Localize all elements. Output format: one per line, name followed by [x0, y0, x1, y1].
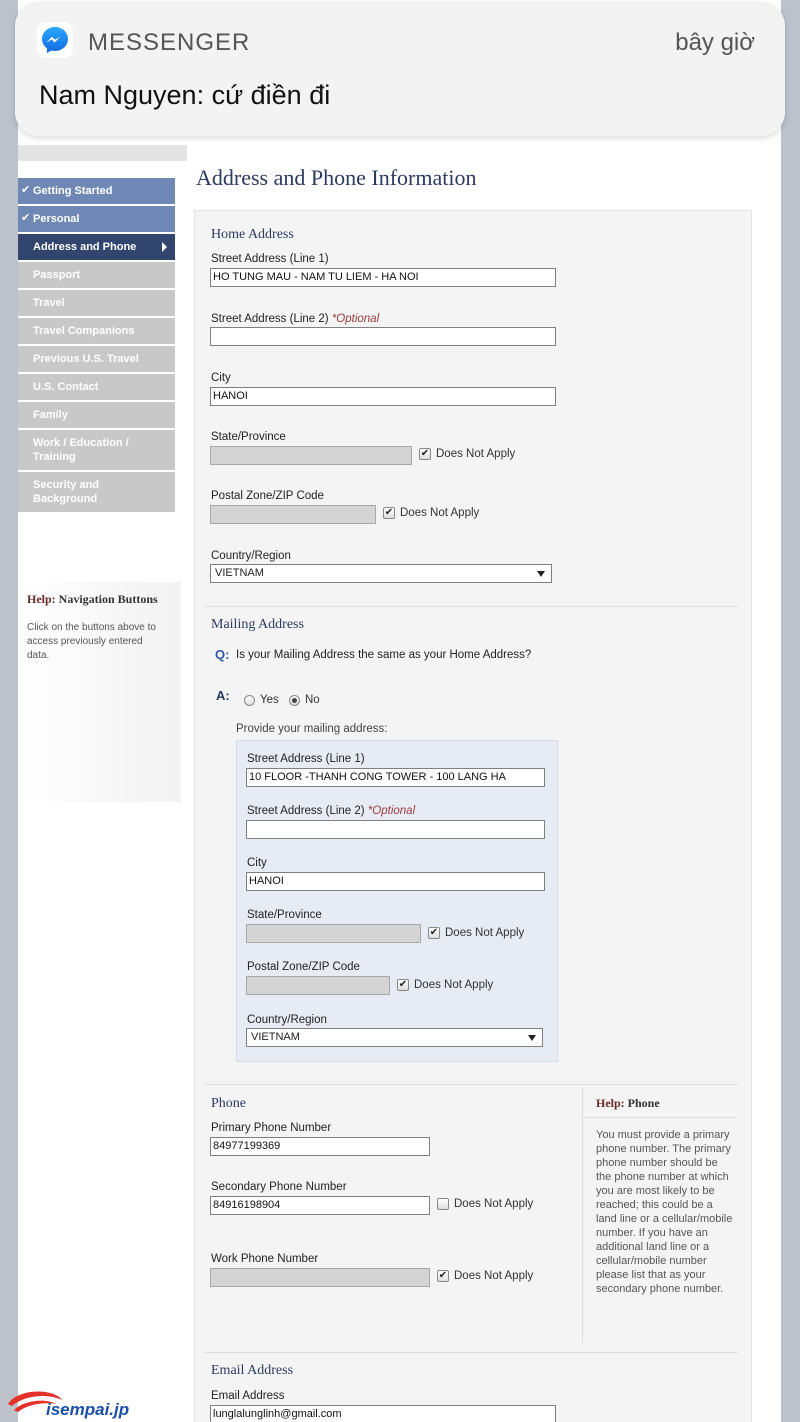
messenger-icon [37, 22, 73, 58]
nav-item-label: Work / Education / Training [33, 437, 129, 463]
help-prefix: Help: [27, 592, 56, 606]
email-title: Email Address [211, 1363, 294, 1378]
provide-mailing-label: Provide your mailing address: [236, 723, 388, 735]
home-postal-label: Postal Zone/ZIP Code [211, 490, 324, 502]
messenger-notification[interactable] [15, 2, 785, 136]
radio-label: No [305, 694, 320, 706]
home-address-title: Home Address [211, 227, 294, 242]
notification-time: bây giờ [675, 29, 755, 56]
mail-city-input[interactable]: HANOI [246, 872, 545, 891]
notification-app-name: MESSENGER [88, 29, 251, 56]
home-state-input[interactable] [210, 446, 412, 465]
nav-item-work-education[interactable] [18, 430, 175, 470]
nav-item-family[interactable] [18, 402, 175, 428]
radio-no[interactable] [289, 694, 320, 706]
nav-item-label: Family [33, 409, 68, 421]
nav-item-passport[interactable] [18, 262, 175, 288]
home-street1-label: Street Address (Line 1) [211, 253, 329, 265]
home-state-does-not-apply[interactable] [419, 448, 515, 460]
checkbox-label: Does Not Apply [400, 507, 480, 519]
home-country-label: Country/Region [211, 550, 291, 562]
nav-item-label: Address and Phone [33, 241, 137, 253]
nav-item-label: Getting Started [33, 185, 113, 197]
question-marker: Q: [215, 647, 230, 662]
home-city-input[interactable]: HANOI [210, 387, 556, 406]
mail-country-select[interactable] [246, 1028, 543, 1047]
work-phone-label: Work Phone Number [211, 1253, 319, 1265]
mail-country-label: Country/Region [247, 1014, 327, 1026]
select-value: VIETNAM [215, 567, 264, 579]
mail-postal-label: Postal Zone/ZIP Code [247, 961, 360, 973]
navigation-help-text: Click on the buttons above to access previously entered data. [27, 622, 156, 661]
phone-help-text: You must provide a primary phone number. The primary phone number should be the phone number at which you are most likely to be reached; this could be a land line or a cellular/mobile number. If you have an additional land line or a cellular/mobile number please list that as your secondary phone number. [596, 1129, 733, 1295]
primary-phone-label: Primary Phone Number [211, 1122, 332, 1134]
watermark-text: isempai.jp [46, 1400, 130, 1419]
mail-street2-label-text: Street Address (Line 2) [247, 805, 365, 817]
phone-help [582, 1088, 737, 1343]
mail-state-label: State/Province [247, 909, 322, 921]
primary-phone-input[interactable]: 84977199369 [210, 1137, 430, 1156]
mailing-question: Is your Mailing Address the same as your Home Address? [236, 649, 532, 661]
home-city-label: City [211, 372, 231, 384]
radio-yes[interactable] [244, 694, 279, 706]
secondary-phone-label: Secondary Phone Number [211, 1181, 347, 1193]
answer-marker: A: [216, 688, 230, 703]
home-street2-label-text: Street Address (Line 2) [211, 313, 329, 325]
optional-marker: *Optional [331, 313, 380, 325]
optional-marker: *Optional [367, 805, 416, 817]
mail-street1-input[interactable]: 10 FLOOR -THANH CONG TOWER - 100 LANG HA [246, 768, 545, 787]
select-value: VIETNAM [251, 1031, 300, 1043]
home-country-select[interactable] [210, 564, 552, 583]
phone-title: Phone [211, 1096, 246, 1111]
home-street2-input[interactable] [210, 327, 556, 346]
arrow-right-icon [162, 242, 167, 252]
mail-city-label: City [247, 857, 267, 869]
notification-message: Nam Nguyen: cứ điền đi [39, 80, 331, 110]
side-navigation [18, 178, 175, 514]
mail-postal-does-not-apply[interactable] [397, 979, 493, 991]
mail-street1-label: Street Address (Line 1) [247, 753, 365, 765]
email-input[interactable]: lunglalunglinh@gmail.com [210, 1405, 556, 1422]
checkbox-label: Does Not Apply [445, 927, 525, 939]
home-street2-label [211, 313, 379, 325]
nav-item-label: Previous U.S. Travel [33, 353, 139, 365]
nav-item-label: Personal [33, 213, 80, 225]
nav-top-strip [18, 145, 187, 161]
help-title-text: Phone [627, 1096, 660, 1110]
mail-postal-input[interactable] [246, 976, 390, 995]
work-phone-does-not-apply[interactable] [437, 1270, 533, 1282]
checkbox-checked-icon[interactable]: ✔ [398, 979, 408, 990]
radio-label: Yes [260, 694, 279, 706]
nav-item-travel-companions[interactable] [18, 318, 175, 344]
work-phone-input[interactable] [210, 1268, 430, 1287]
nav-item-label: U.S. Contact [33, 381, 99, 393]
section-divider [205, 606, 738, 607]
navigation-help [18, 582, 181, 802]
watermark-logo [4, 1386, 134, 1422]
email-label: Email Address [211, 1390, 285, 1402]
radio-selected-icon[interactable] [289, 695, 300, 706]
secondary-phone-input[interactable]: 84916198904 [210, 1196, 430, 1215]
home-postal-does-not-apply[interactable] [383, 507, 479, 519]
navigation-help-title [27, 592, 181, 607]
checkbox-checked-icon[interactable]: ✔ [420, 448, 430, 459]
help-divider [583, 1117, 737, 1118]
nav-item-us-contact[interactable] [18, 374, 175, 400]
checkbox-label: Does Not Apply [436, 448, 516, 460]
mail-state-input[interactable] [246, 924, 421, 943]
nav-item-travel[interactable] [18, 290, 175, 316]
nav-item-address-and-phone[interactable] [18, 234, 175, 260]
nav-item-label: Travel Companions [33, 325, 135, 337]
check-icon: ✔ [21, 184, 31, 196]
help-title-text: Navigation Buttons [58, 592, 158, 606]
section-divider [205, 1352, 738, 1353]
checkbox-empty-icon[interactable] [437, 1198, 449, 1210]
dropdown-arrow-icon [537, 571, 545, 577]
mail-street2-input[interactable] [246, 820, 545, 839]
home-street1-input[interactable]: HO TUNG MAU - NAM TU LIEM - HA NOI [210, 268, 556, 287]
help-prefix: Help: [596, 1096, 625, 1110]
nav-item-label: Security and Background [33, 479, 100, 505]
checkbox-label: Does Not Apply [414, 979, 494, 991]
checkbox-label: Does Not Apply [454, 1270, 534, 1282]
home-postal-input[interactable] [210, 505, 376, 524]
check-icon: ✔ [21, 212, 31, 224]
nav-item-getting-started[interactable] [18, 178, 175, 204]
mailing-address-title: Mailing Address [211, 617, 304, 632]
nav-item-label: Travel [33, 297, 65, 309]
section-divider [205, 1084, 738, 1085]
phone-help-title [596, 1096, 737, 1111]
checkbox-checked-icon[interactable]: ✔ [438, 1270, 448, 1281]
nav-item-previous-us-travel[interactable] [18, 346, 175, 372]
nav-item-personal[interactable] [18, 206, 175, 232]
checkbox-checked-icon[interactable]: ✔ [384, 507, 394, 518]
checkbox-label: Does Not Apply [454, 1198, 534, 1210]
nav-item-security-background[interactable] [18, 472, 175, 512]
home-state-label: State/Province [211, 431, 286, 443]
page-title: Address and Phone Information [196, 165, 477, 190]
nav-item-label: Passport [33, 269, 81, 281]
mail-state-does-not-apply[interactable] [428, 927, 524, 939]
radio-empty-icon[interactable] [244, 695, 255, 706]
secondary-phone-does-not-apply[interactable] [437, 1198, 533, 1210]
mail-street2-label [247, 805, 415, 817]
dropdown-arrow-icon [528, 1035, 536, 1041]
checkbox-checked-icon[interactable]: ✔ [429, 927, 439, 938]
